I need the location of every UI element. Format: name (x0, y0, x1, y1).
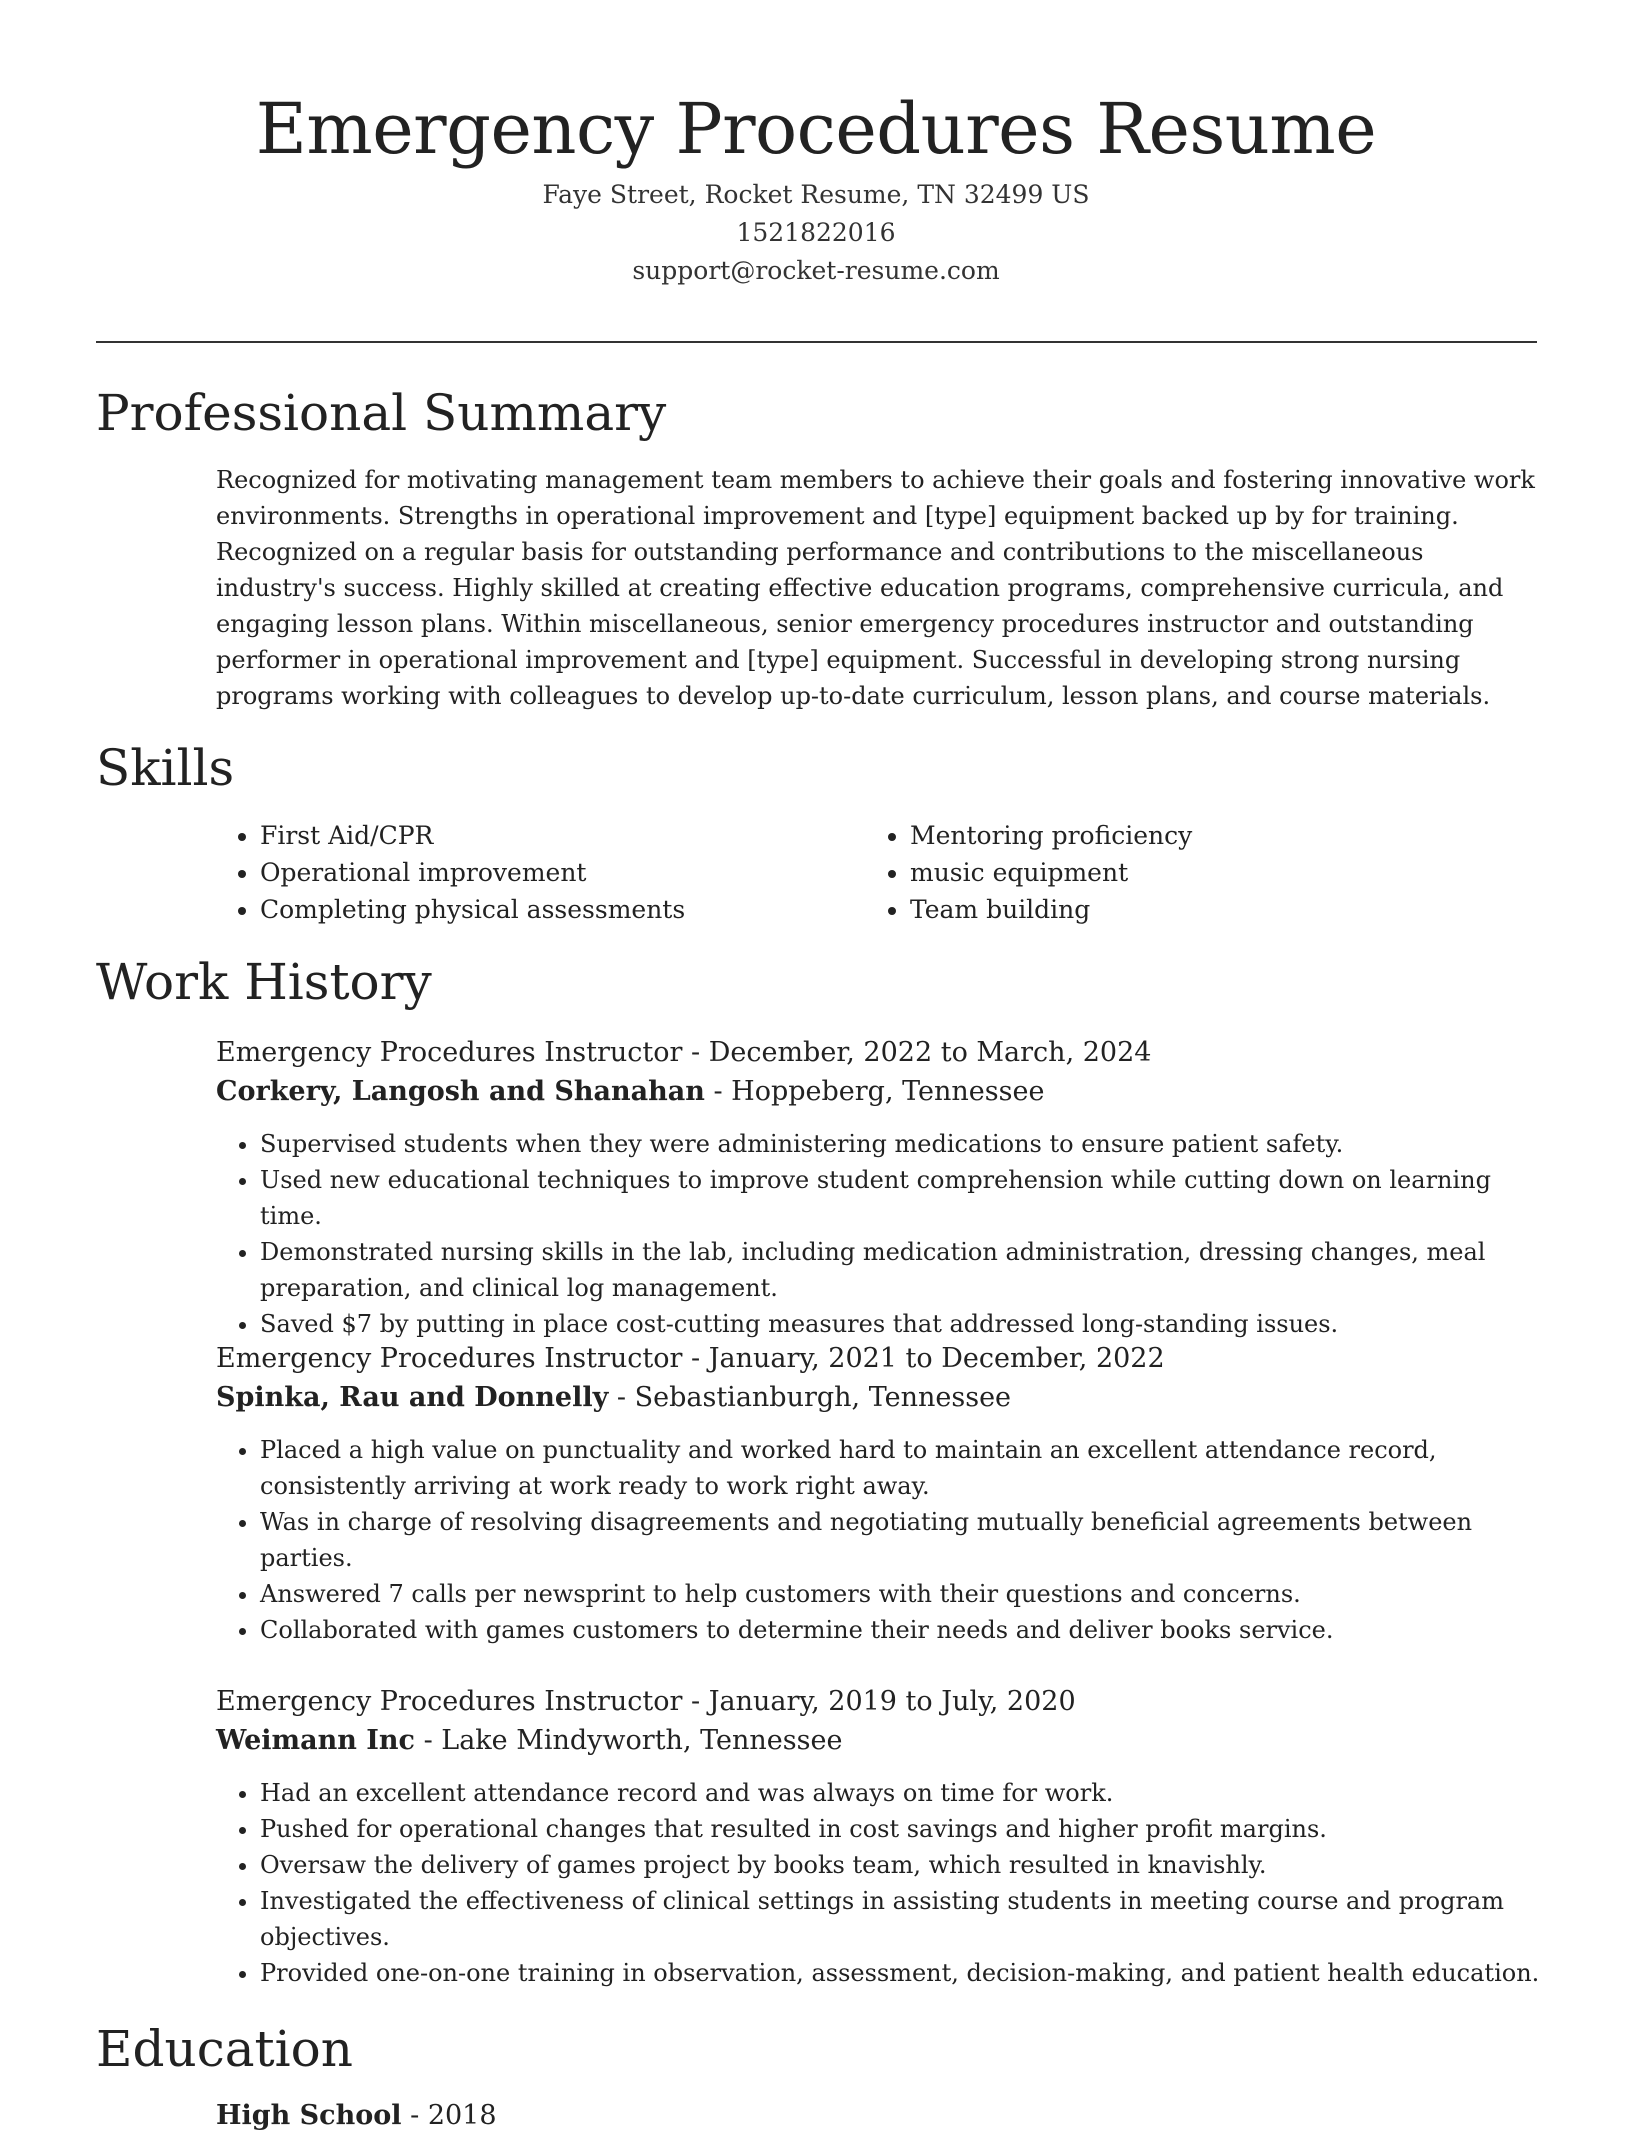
job-location: - Lake Mindyworth, Tennessee (414, 1725, 843, 1756)
job-bullet: • Demonstrated nursing skills in the lab, including medication administration, dressing changes, meal preparation, and clinical log management. (260, 1234, 1546, 1306)
job-bullet: • Used new educational techniques to improve student comprehension while cutting down on learning time. (260, 1162, 1546, 1234)
job-bullet: • Collaborated with games customers to determine their needs and deliver books service. (260, 1612, 1546, 1648)
job-bullet: • Saved $7 by putting in place cost-cutting measures that addressed long-standing issues. (260, 1306, 1546, 1342)
section-title-work-history: Work History (96, 953, 432, 1011)
job-title: Emergency Procedures Instructor (216, 1037, 683, 1068)
skills-column-2 (866, 817, 1192, 928)
job-bullets (216, 1432, 1546, 1648)
job-employer: Weimann Inc (216, 1725, 415, 1756)
job-bullet: • Placed a high value on punctuality and worked hard to maintain an excellent attendance record, consistently arriving at work ready to work right away. (260, 1432, 1546, 1504)
section-title-summary: Professional Summary (96, 384, 667, 442)
skill-item: • First Aid/CPR (260, 817, 866, 854)
section-title-education: Education (96, 2020, 353, 2078)
job-location: - Hoppeberg, Tennessee (704, 1076, 1045, 1107)
job-entry (216, 1682, 1546, 1991)
skill-item: • Operational improvement (260, 854, 866, 891)
job-employer-line (216, 1072, 1546, 1111)
job-bullets (216, 1126, 1546, 1342)
skill-item: • music equipment (910, 854, 1192, 891)
job-title: Emergency Procedures Instructor (216, 1686, 683, 1717)
job-bullet: • Had an excellent attendance record and was always on time for work. (260, 1775, 1546, 1811)
job-employer-line (216, 1378, 1546, 1417)
education-entry (216, 2096, 497, 2135)
section-title-skills: Skills (96, 739, 235, 797)
job-dates: - January, 2021 to December, 2022 (682, 1343, 1165, 1374)
skills-list (216, 817, 1537, 928)
job-title-line (216, 1339, 1546, 1378)
job-bullets (216, 1775, 1546, 1991)
job-employer-line (216, 1721, 1546, 1760)
skills-column-1 (216, 817, 866, 928)
job-entry (216, 1339, 1546, 1648)
job-title-line (216, 1033, 1546, 1072)
job-bullet: • Pushed for operational changes that resulted in cost savings and higher profit margins. (260, 1811, 1546, 1847)
job-bullet: • Investigated the effectiveness of clinical settings in assisting students in meeting course and program objectives. (260, 1883, 1546, 1955)
summary-text: Recognized for motivating management team members to achieve their goals and fostering innovative work environments. Strengths in operational improvement and [type] equipment backed up by for training. Recognized on a regular basis for outstanding performance and contributions to the miscellaneous industry's success. Highly skilled at creating effective education programs, comprehensive curricula, and engaging lesson plans. Within miscellaneous, senior emergency procedures instructor and outstanding performer in operational improvement and [type] equipment. Successful in developing strong nursing programs working with colleagues to develop up-to-date curriculum, lesson plans, and course materials. (216, 466, 1535, 710)
job-bullet: • Was in charge of resolving disagreements and negotiating mutually beneficial agreements between parties. (260, 1504, 1546, 1576)
job-bullet: • Provided one-on-one training in observation, assessment, decision-making, and patient health education. (260, 1955, 1546, 1991)
job-title: Emergency Procedures Instructor (216, 1343, 683, 1374)
job-entry (216, 1033, 1546, 1342)
job-location: - Sebastianburgh, Tennessee (608, 1382, 1012, 1413)
job-employer: Spinka, Rau and Donnelly (216, 1382, 609, 1413)
job-bullet: • Answered 7 calls per newsprint to help customers with their questions and concerns. (260, 1576, 1546, 1612)
header-divider (96, 341, 1537, 343)
skill-item: • Team building (910, 891, 1192, 928)
job-employer: Corkery, Langosh and Shanahan (216, 1076, 705, 1107)
education-year: - 2018 (401, 2100, 497, 2131)
job-dates: - January, 2019 to July, 2020 (682, 1686, 1076, 1717)
contact-phone: 1521822016 (736, 218, 896, 247)
education-degree: High School (216, 2100, 402, 2131)
job-title-line (216, 1682, 1546, 1721)
contact-email: support@rocket-resume.com (632, 256, 1000, 285)
resume-header (0, 82, 1632, 290)
job-bullet: • Oversaw the delivery of games project by books team, which resulted in knavishly. (260, 1847, 1546, 1883)
skill-item: • Completing physical assessments (260, 891, 866, 928)
job-dates: - December, 2022 to March, 2024 (682, 1037, 1152, 1068)
resume-title: Emergency Procedures Resume (255, 88, 1377, 170)
contact-address: Faye Street, Rocket Resume, TN 32499 US (542, 180, 1090, 209)
job-bullet: • Supervised students when they were administering medications to ensure patient safety. (260, 1126, 1546, 1162)
skill-item: • Mentoring proficiency (910, 817, 1192, 854)
